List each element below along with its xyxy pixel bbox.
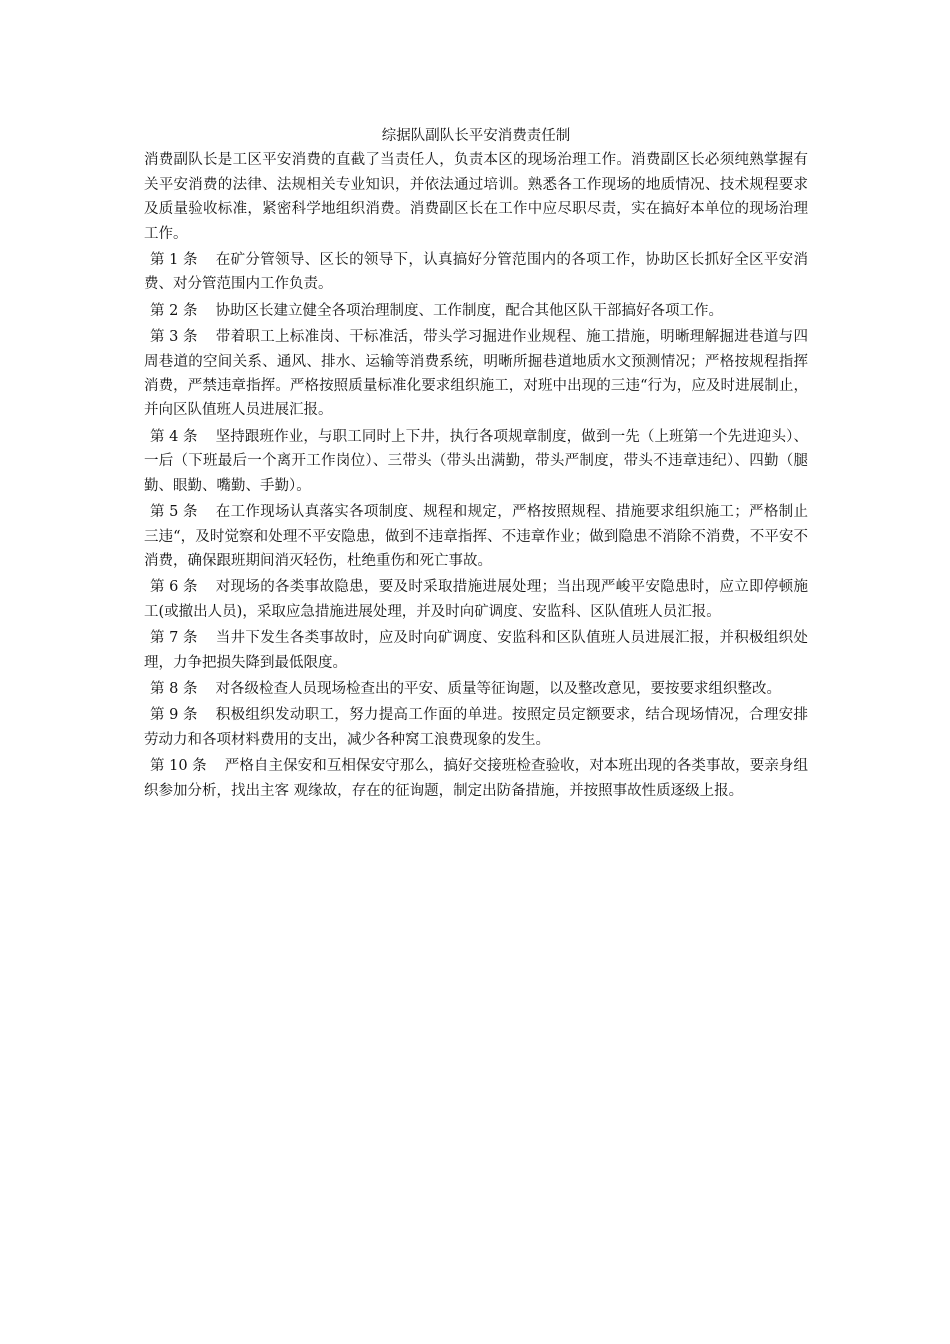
article-number: 第 4 条 — [150, 428, 198, 445]
intro-paragraph: 消费副队长是工区平安消费的直截了当责任人，负责本区的现场治理工作。消费副区长必须纯熟掌握有关平安消费的法律、法规相关专业知识，并依法通过培训。熟悉各工作现场的地质情况、技术规程要求及质量验收标准，紧密科学地组织消费。消费副区长在工作中应尽职尽责，实在搞好本单位的现场治理工作。 — [144, 152, 808, 242]
article-2 — [144, 299, 808, 323]
article-7 — [144, 626, 808, 675]
article-number: 第 5 条 — [150, 504, 198, 521]
article-text: 严格自主保安和互相保安守那么，搞好交接班检查验收，对本班出现的各类事故，要亲身组织参加分析，找出主客 观缘故，存在的征询题，制定出防备措施，并按照事故性质逐级上报。 — [144, 758, 808, 799]
article-text: 对各级检查人员现场检查出的平安、质量等征询题，以及整改意见，要按要求组织整改。 — [215, 680, 781, 697]
article-number: 第 1 条 — [150, 252, 198, 269]
article-text: 积极组织发动职工，努力提高工作面的单进。按照定员定额要求，结合现场情况，合理安排劳动力和各项材料费用的支出，减少各种窝工浪费现象的发生。 — [144, 707, 808, 748]
article-10 — [144, 754, 808, 803]
article-text: 在矿分管领导、区长的领导下，认真搞好分管范围内的各项工作，协助区长抓好全区平安消费、对分管范围内工作负责。 — [144, 252, 808, 293]
article-number: 第 9 条 — [150, 707, 198, 724]
article-number: 第 7 条 — [150, 630, 198, 647]
article-number: 第 8 条 — [150, 680, 198, 697]
article-text: 带着职工上标准岗、干标准活，带头学习掘进作业规程、施工措施，明晰理解掘进巷道与四周巷道的空间关系、通风、排水、运输等消费系统，明晰所掘巷道地质水文预测情况；严格按规程指挥消费，严禁违章指挥。严格按照质量标准化要求组织施工，对班中出现的三违“行为，应及时进展制止，并向区队值班人员进展汇报。 — [144, 329, 808, 419]
article-text: 对现场的各类事故隐患，要及时采取措施进展处理；当出现严峻平安隐患时，应立即停顿施工(或撤出人员)，采取应急措施进展处理，并及时向矿调度、安监科、区队值班人员汇报。 — [144, 579, 808, 620]
article-text: 协助区长建立健全各项治理制度、工作制度，配合其他区队干部搞好各项工作。 — [215, 302, 723, 319]
article-number: 第 2 条 — [150, 302, 198, 319]
article-9 — [144, 703, 808, 752]
article-3 — [144, 325, 808, 423]
article-number: 第 10 条 — [150, 758, 207, 775]
document-body — [144, 124, 808, 805]
article-1 — [144, 248, 808, 297]
document-title: 综据队副队长平安消费责任制 — [381, 128, 571, 144]
article-6 — [144, 575, 808, 624]
article-number: 第 6 条 — [150, 579, 198, 596]
article-text: 坚持跟班作业，与职工同时上下井，执行各项规章制度，做到一先（上班第一个先进迎头）、一后（下班最后一个离开工作岗位）、三带头（带头出满勤，带头严制度，带头不违章违纪）、四勤（腿勤、眼勤、嘴勤、手勤）。 — [144, 428, 808, 494]
article-number: 第 3 条 — [150, 329, 198, 346]
article-5 — [144, 500, 808, 573]
article-4 — [144, 425, 808, 498]
article-8 — [144, 677, 808, 701]
article-text: 当井下发生各类事故时，应及时向矿调度、安监科和区队值班人员进展汇报，并积极组织处理，力争把损失降到最低限度。 — [144, 630, 808, 671]
article-text: 在工作现场认真落实各项制度、规程和规定，严格按照规程、措施要求组织施工；严格制止三违“，及时觉察和处理不平安隐患，做到不违章指挥、不违章作业；做到隐患不消除不消费，不平安不消费，确保跟班期间消灭轻伤，杜绝重伤和死亡事故。 — [144, 504, 808, 569]
